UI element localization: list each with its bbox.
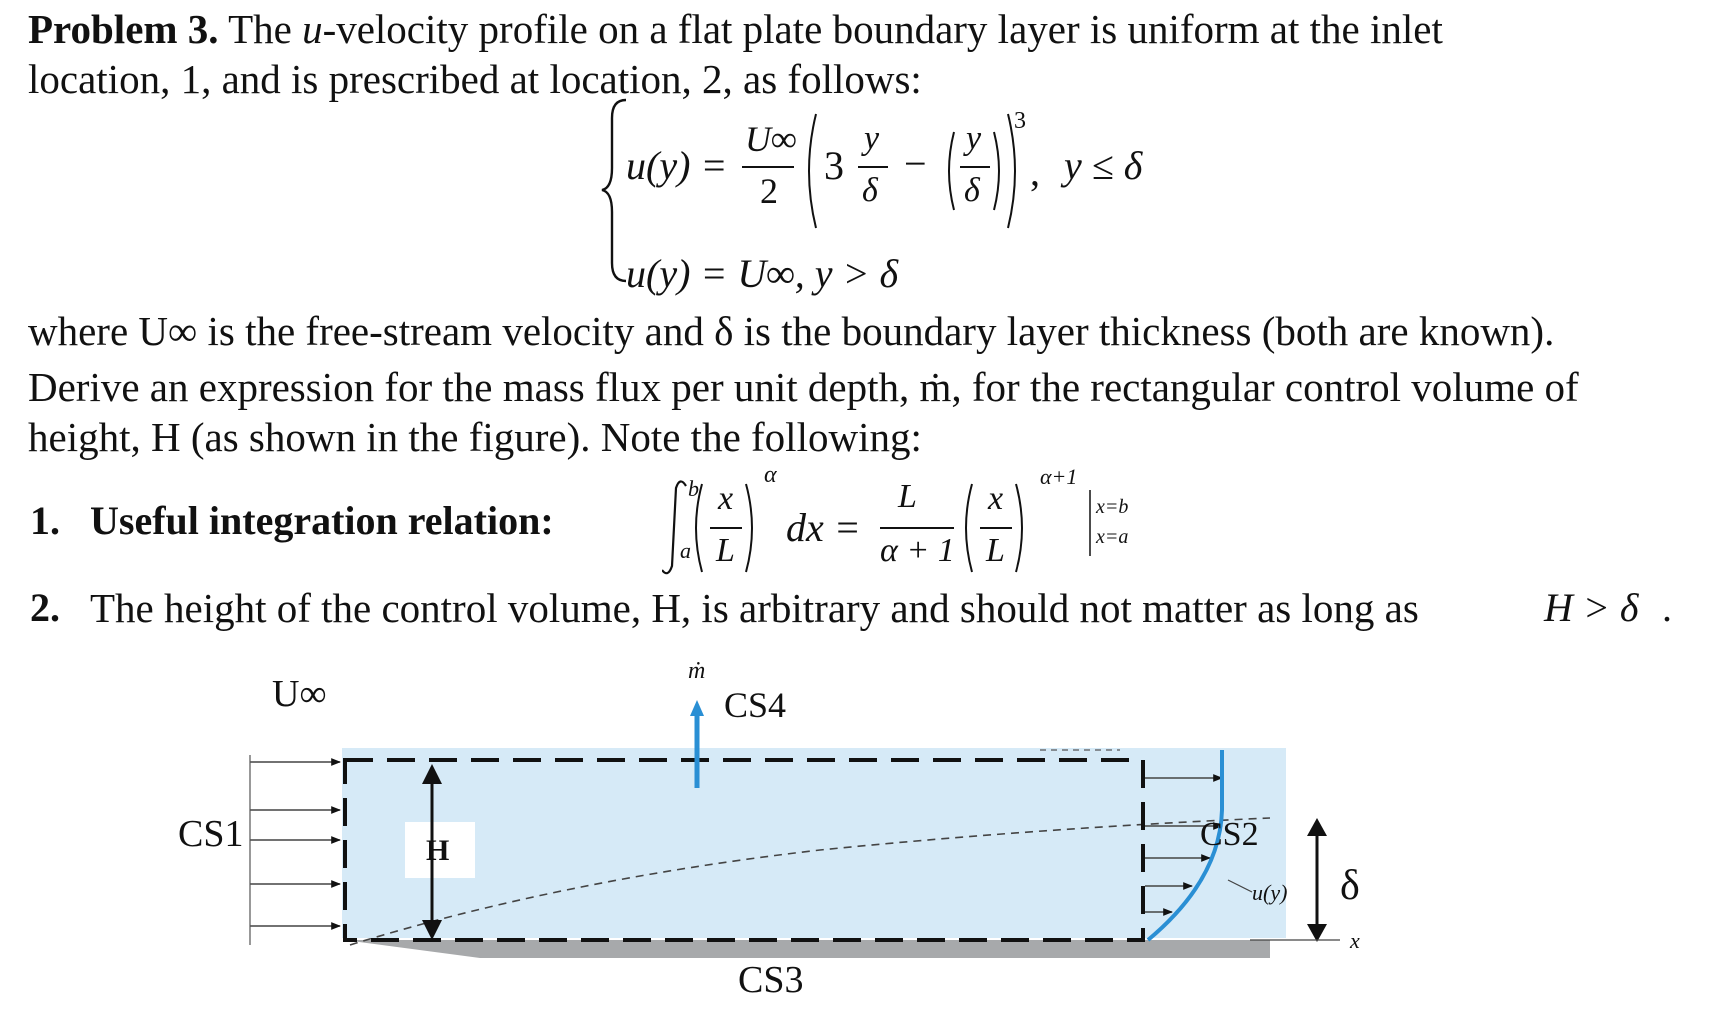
cs2-label: CS2 bbox=[1200, 816, 1259, 853]
derive-line: Derive an expression for the mass flux per unit depth, ṁ, for the rectangular control volume of bbox=[28, 364, 1579, 410]
rhs-L: L bbox=[898, 478, 917, 515]
rhs-alpha-plus-one: α + 1 bbox=[880, 532, 955, 569]
case1-lhs: u(y) = bbox=[626, 143, 728, 188]
rhs-x: x bbox=[988, 480, 1004, 517]
upper-limit: b bbox=[688, 476, 699, 501]
delta-label: δ bbox=[1340, 863, 1360, 909]
flat-plate bbox=[344, 940, 1270, 958]
int-L: L bbox=[716, 532, 735, 569]
minus-sign: − bbox=[904, 141, 927, 186]
frac-num: U∞ bbox=[745, 119, 797, 159]
note2-text: The height of the control volume, H, is arbitrary and should not matter as long as bbox=[90, 585, 1419, 631]
int-alpha: α bbox=[764, 462, 777, 488]
frac2-den: δ bbox=[964, 172, 980, 209]
note1-number: 1. bbox=[30, 498, 60, 543]
note2-period: . bbox=[1662, 585, 1672, 630]
mass-flux-arrowhead bbox=[690, 700, 704, 716]
note2-number: 2. bbox=[30, 585, 60, 630]
fluid-region bbox=[342, 748, 1342, 938]
comma: , bbox=[1030, 149, 1040, 194]
frac1-num: y bbox=[864, 120, 880, 157]
mdot-label: ṁ bbox=[688, 658, 706, 684]
eval-upper: x=b bbox=[1096, 496, 1129, 518]
delta-label-box bbox=[1286, 746, 1396, 946]
problem-label: Problem 3. bbox=[28, 6, 219, 52]
cs3-label: CS3 bbox=[738, 959, 804, 1001]
frac2-num: y bbox=[966, 120, 982, 157]
cs1-label: CS1 bbox=[178, 813, 244, 855]
note2-condition: H > δ bbox=[1544, 585, 1639, 630]
case1-condition: y ≤ δ bbox=[1064, 143, 1143, 188]
rhs-exponent: α+1 bbox=[1040, 464, 1078, 489]
x-axis-label: x bbox=[1350, 928, 1360, 953]
uy-label: u(y) bbox=[1252, 880, 1288, 905]
inlet-velocity-arrows bbox=[250, 762, 340, 926]
cs4-label: CS4 bbox=[724, 685, 787, 725]
frac-den: 2 bbox=[760, 171, 778, 211]
cube-exponent: 3 bbox=[1014, 108, 1026, 134]
where-line: where U∞ is the free-stream velocity and δ is the boundary layer thickness (both are known). bbox=[28, 308, 1555, 354]
coef-three: 3 bbox=[824, 143, 844, 188]
int-x: x bbox=[718, 480, 734, 517]
problem-statement: Problem 3. The u-velocity profile on a flat plate boundary layer is uniform at the inlet location, 1, and is prescribed at location, 2, as follows: bbox=[28, 6, 1443, 102]
u-infinity-label: U∞ bbox=[272, 673, 327, 715]
case2: u(y) = U∞, y > δ bbox=[626, 251, 899, 296]
lower-limit: a bbox=[680, 538, 691, 563]
h-label: H bbox=[426, 834, 450, 867]
dx-equals: dx = bbox=[786, 505, 861, 550]
height-line: height, H (as shown in the figure). Note the following: bbox=[28, 414, 922, 460]
rhs-L2: L bbox=[986, 532, 1005, 569]
eval-lower: x=a bbox=[1096, 526, 1129, 548]
frac1-den: δ bbox=[862, 172, 878, 209]
note1-label: Useful integration relation: bbox=[90, 498, 554, 543]
